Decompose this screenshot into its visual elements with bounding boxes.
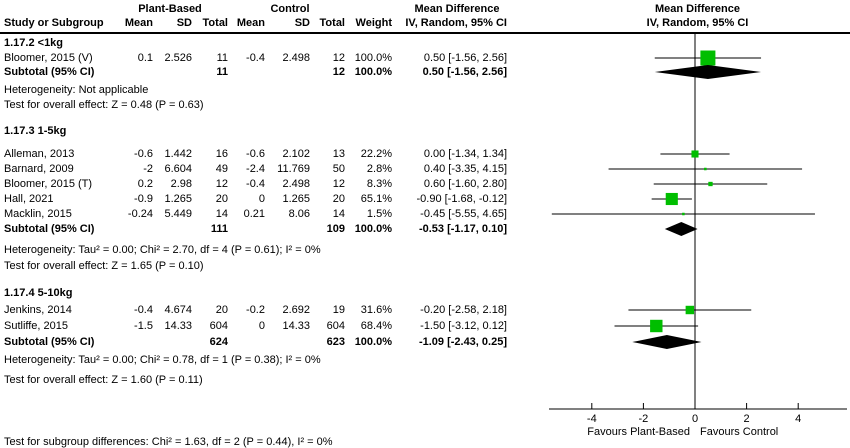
weight-cell: 65.1% bbox=[360, 193, 392, 205]
overall-effect-note: Test for overall effect: Z = 1.65 (P = 0.10) bbox=[4, 260, 204, 272]
plot-title-line1: Mean Difference bbox=[655, 3, 740, 15]
mean-plant-cell: -2 bbox=[143, 163, 153, 175]
axis-tick-label: 4 bbox=[795, 413, 802, 425]
subgroup-title: 1.17.4 5-10kg bbox=[4, 287, 73, 299]
ci-text-cell: 0.00 [-1.34, 1.34] bbox=[423, 148, 507, 160]
subtotal-diamond bbox=[665, 222, 698, 236]
study-row bbox=[0, 52, 545, 65]
effect-square bbox=[650, 320, 662, 332]
study-row bbox=[0, 304, 545, 317]
control-group-header: Control bbox=[270, 3, 310, 15]
subtotal-row bbox=[0, 336, 545, 349]
mean-plant-cell: 0.2 bbox=[137, 178, 153, 190]
subtotal-label: Subtotal (95% CI) bbox=[4, 66, 95, 78]
ci-text-cell: -1.50 [-3.12, 0.12] bbox=[420, 320, 507, 332]
sd-plant-cell: 14.33 bbox=[164, 320, 192, 332]
study-name: Bloomer, 2015 (V) bbox=[4, 52, 93, 64]
study-row bbox=[0, 148, 545, 161]
subtotal-cell: 100.0% bbox=[354, 66, 392, 78]
ci-text-cell: -0.45 [-5.55, 4.65] bbox=[420, 208, 507, 220]
total-plant-cell: 11 bbox=[216, 52, 228, 64]
favours-right-label: Favours Control bbox=[700, 426, 779, 438]
study-name: Barnard, 2009 bbox=[4, 163, 74, 175]
subtotal-cell: -0.53 [-1.17, 0.10] bbox=[418, 223, 507, 235]
subtotal-label: Subtotal (95% CI) bbox=[4, 223, 95, 235]
subtotal-cell: 100.0% bbox=[354, 336, 392, 348]
ci-text-cell: 0.50 [-1.56, 2.56] bbox=[423, 52, 507, 64]
sd-control-cell: 1.265 bbox=[282, 193, 310, 205]
mean-control-cell: -0.4 bbox=[246, 52, 265, 64]
effect-square bbox=[700, 51, 715, 66]
sd-control-cell: 2.692 bbox=[282, 304, 310, 316]
subtotal-cell: 100.0% bbox=[354, 223, 392, 235]
mean-control-cell: 0 bbox=[258, 193, 265, 205]
weight-cell: 2.8% bbox=[366, 163, 392, 175]
axis-tick-label: -2 bbox=[638, 413, 649, 425]
subgroup-differences-note: Test for subgroup differences: Chi² = 1.63, df = 2 (P = 0.44), I² = 0% bbox=[4, 436, 333, 448]
sd-plant-cell: 6.604 bbox=[164, 163, 192, 175]
mean-plant-cell: 0.1 bbox=[137, 52, 153, 64]
subgroup-title-row bbox=[0, 37, 545, 50]
axis-tick-label: -4 bbox=[586, 413, 597, 425]
subgroup-title-row bbox=[0, 287, 545, 300]
sd-plant-cell: 5.449 bbox=[164, 208, 192, 220]
effect-square bbox=[682, 213, 685, 216]
total-plant-cell: 20 bbox=[215, 304, 228, 316]
subgroup-title: 1.17.3 1-5kg bbox=[4, 125, 67, 137]
sd-control-cell: 2.498 bbox=[282, 178, 310, 190]
weight-cell: 22.2% bbox=[360, 148, 392, 160]
subtotal-cell: -1.09 [-2.43, 0.25] bbox=[418, 336, 507, 348]
sd-plant-cell: 4.674 bbox=[164, 304, 192, 316]
plot-title-line2: IV, Random, 95% CI bbox=[646, 17, 749, 29]
subgroup-title: 1.17.2 <1kg bbox=[4, 37, 64, 49]
mean-control-cell: -2.4 bbox=[246, 163, 265, 175]
overall-effect-note: Test for overall effect: Z = 0.48 (P = 0.63) bbox=[4, 99, 204, 111]
mean-control-cell: 0 bbox=[258, 320, 265, 332]
mean-plant-column-header: Mean bbox=[124, 17, 153, 29]
subgroup-title-row bbox=[0, 125, 545, 138]
subtotal-cell: 0.50 [-1.56, 2.56] bbox=[422, 66, 507, 78]
total-control-cell: 14 bbox=[332, 208, 345, 220]
weight-cell: 1.5% bbox=[366, 208, 392, 220]
mean-control-column-header: Mean bbox=[236, 17, 265, 29]
study-row bbox=[0, 163, 545, 176]
plant-based-group-header: Plant-Based bbox=[138, 3, 202, 15]
weight-cell: 8.3% bbox=[366, 178, 392, 190]
weight-column-header: Weight bbox=[355, 17, 392, 29]
sd-plant-cell: 1.442 bbox=[164, 148, 192, 160]
axis-tick-label: 0 bbox=[691, 413, 699, 425]
ci-text-cell: 0.40 [-3.35, 4.15] bbox=[423, 163, 507, 175]
study-row bbox=[0, 208, 545, 221]
total-plant-cell: 12 bbox=[215, 178, 228, 190]
mean-plant-cell: -1.5 bbox=[134, 320, 153, 332]
mean-plant-cell: -0.24 bbox=[127, 208, 153, 220]
total-control-cell: 20 bbox=[332, 193, 345, 205]
study-name: Alleman, 2013 bbox=[4, 148, 75, 160]
total-control-column-header: Total bbox=[319, 17, 345, 29]
favours-left-label: Favours Plant-Based bbox=[587, 426, 690, 438]
total-control-cell: 12 bbox=[332, 52, 345, 64]
total-control-cell: 50 bbox=[332, 163, 345, 175]
study-name: Sutliffe, 2015 bbox=[4, 320, 69, 332]
sd-control-cell: 2.498 bbox=[282, 52, 310, 64]
subtotal-row bbox=[0, 223, 545, 236]
total-plant-cell: 604 bbox=[209, 320, 228, 332]
forest-plot-graphic bbox=[545, 0, 850, 448]
study-name: Bloomer, 2015 (T) bbox=[4, 178, 93, 190]
total-control-cell: 19 bbox=[332, 304, 345, 316]
subtotal-label: Subtotal (95% CI) bbox=[4, 336, 95, 348]
subtotal-cell: 111 bbox=[210, 223, 228, 235]
total-plant-cell: 16 bbox=[215, 148, 228, 160]
subtotal-diamond bbox=[655, 65, 761, 79]
subtotal-cell: 624 bbox=[209, 336, 228, 348]
sd-control-column-header: SD bbox=[294, 17, 310, 29]
mean-control-cell: -0.2 bbox=[246, 304, 265, 316]
sd-plant-cell: 1.265 bbox=[164, 193, 192, 205]
effect-square bbox=[686, 306, 694, 314]
weight-cell: 31.6% bbox=[360, 304, 392, 316]
total-plant-cell: 49 bbox=[215, 163, 228, 175]
ci-text-cell: 0.60 [-1.60, 2.80] bbox=[423, 178, 507, 190]
subtotal-cell: 11 bbox=[216, 66, 228, 78]
sd-plant-cell: 2.98 bbox=[170, 178, 192, 190]
sd-control-cell: 14.33 bbox=[282, 320, 310, 332]
study-row bbox=[0, 320, 545, 333]
subtotal-cell: 109 bbox=[326, 223, 345, 235]
heterogeneity-note: Heterogeneity: Not applicable bbox=[4, 84, 149, 96]
total-plant-cell: 20 bbox=[215, 193, 228, 205]
weight-cell: 100.0% bbox=[354, 52, 392, 64]
overall-effect-note: Test for overall effect: Z = 1.60 (P = 0.11) bbox=[4, 374, 203, 386]
sd-control-cell: 8.06 bbox=[288, 208, 310, 220]
mean-control-cell: -0.6 bbox=[246, 148, 265, 160]
heterogeneity-note: Heterogeneity: Tau² = 0.00; Chi² = 2.70, df = 4 (P = 0.61); I² = 0% bbox=[4, 244, 321, 256]
study-name: Jenkins, 2014 bbox=[4, 304, 72, 316]
column-header-row bbox=[0, 17, 545, 30]
effect-square bbox=[708, 182, 712, 186]
ci-text-cell: -0.20 [-2.58, 2.18] bbox=[420, 304, 507, 316]
total-plant-column-header: Total bbox=[202, 17, 228, 29]
mean-control-cell: -0.4 bbox=[246, 178, 265, 190]
mean-control-cell: 0.21 bbox=[243, 208, 265, 220]
study-name: Hall, 2021 bbox=[4, 193, 54, 205]
mean-plant-cell: -0.4 bbox=[134, 304, 153, 316]
heterogeneity-note: Heterogeneity: Tau² = 0.00; Chi² = 0.78, df = 1 (P = 0.38); I² = 0% bbox=[4, 354, 321, 366]
ci-text-cell: -0.90 [-1.68, -0.12] bbox=[416, 193, 507, 205]
mean-plant-cell: -0.6 bbox=[134, 148, 153, 160]
study-column-header: Study or Subgroup bbox=[4, 17, 104, 29]
sd-control-cell: 11.769 bbox=[277, 163, 310, 175]
ci-column-header: IV, Random, 95% CI bbox=[405, 17, 507, 29]
mean-plant-cell: -0.9 bbox=[134, 193, 153, 205]
study-row bbox=[0, 178, 545, 191]
study-row bbox=[0, 193, 545, 206]
mean-difference-group-header: Mean Difference bbox=[414, 3, 500, 15]
sd-plant-column-header: SD bbox=[176, 17, 192, 29]
subtotal-cell: 12 bbox=[332, 66, 345, 78]
total-control-cell: 12 bbox=[332, 178, 345, 190]
weight-cell: 68.4% bbox=[360, 320, 392, 332]
total-control-cell: 604 bbox=[326, 320, 345, 332]
axis-tick-label: 2 bbox=[743, 413, 750, 425]
effect-square bbox=[666, 193, 678, 205]
effect-square bbox=[704, 168, 707, 171]
study-name: Macklin, 2015 bbox=[4, 208, 72, 220]
sd-control-cell: 2.102 bbox=[282, 148, 310, 160]
sd-plant-cell: 2.526 bbox=[164, 52, 192, 64]
effect-square bbox=[691, 150, 698, 157]
subtotal-diamond bbox=[632, 335, 701, 349]
group-header-row bbox=[0, 3, 545, 16]
subtotal-cell: 623 bbox=[326, 336, 345, 348]
total-control-cell: 13 bbox=[332, 148, 345, 160]
subtotal-row bbox=[0, 66, 545, 79]
total-plant-cell: 14 bbox=[215, 208, 228, 220]
